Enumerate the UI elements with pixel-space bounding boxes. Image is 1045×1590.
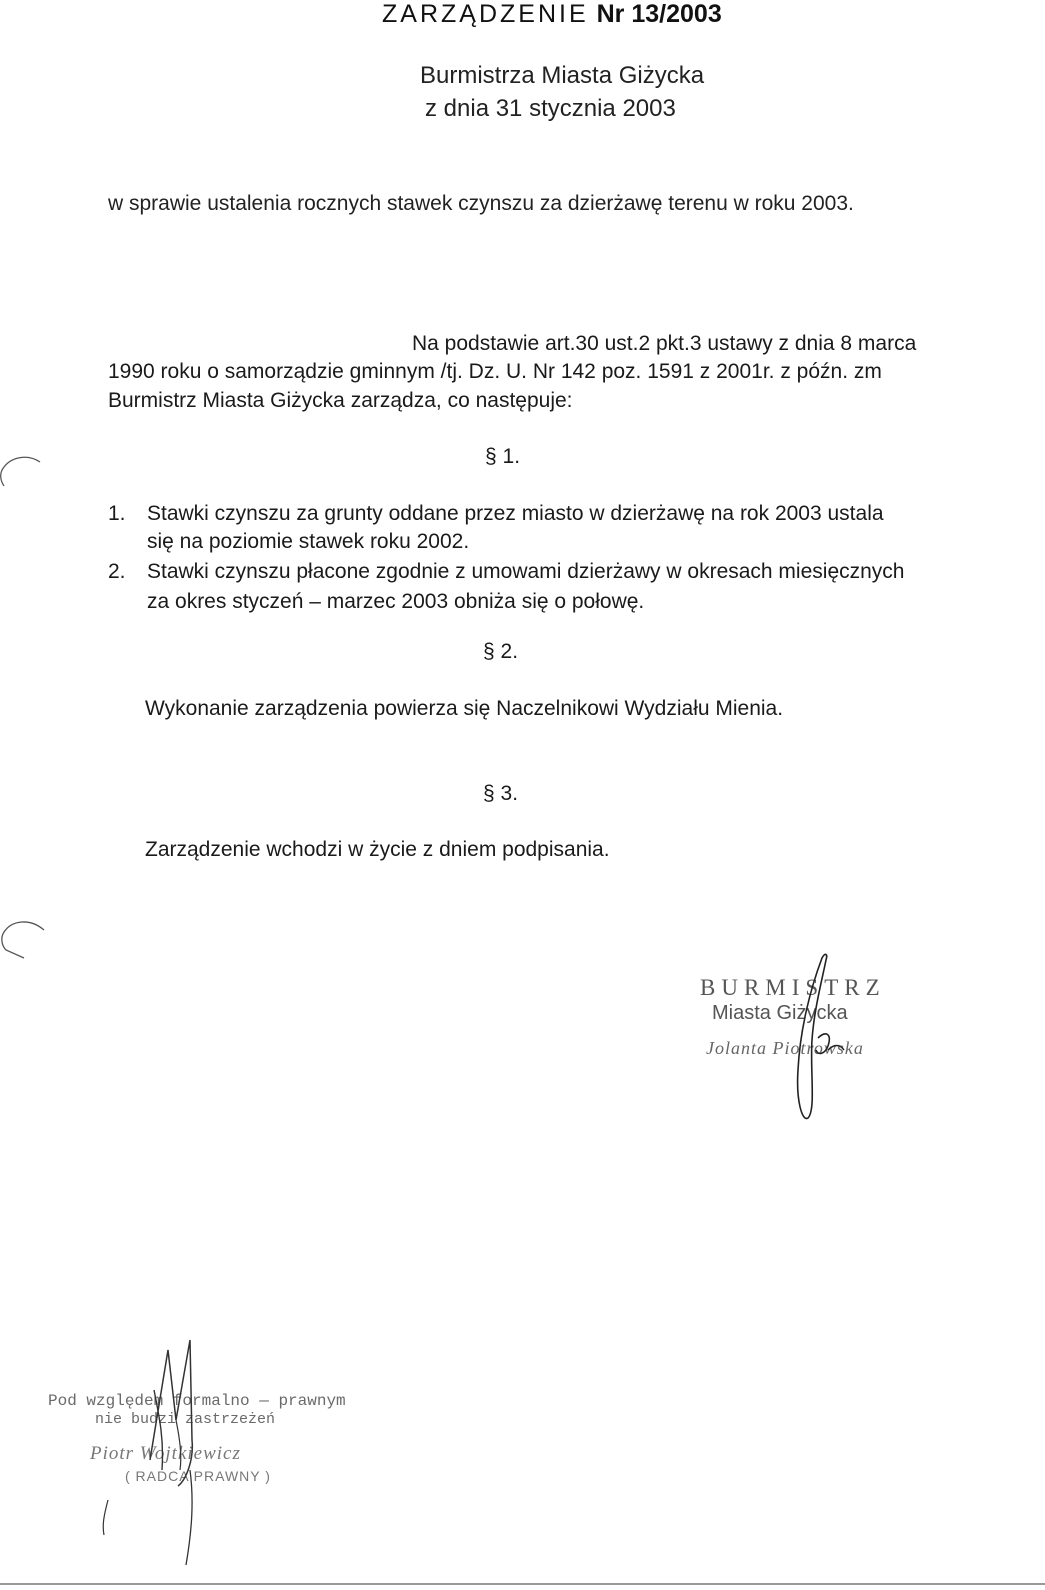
item-1-text-line-1: Stawki czynszu za grunty oddane przez miasto w dzierżawę na rok 2003 ustala	[147, 502, 884, 525]
legal-basis-line-3: Burmistrz Miasta Giżycka zarządza, co następuje:	[108, 389, 573, 412]
item-2-number: 2.	[108, 560, 126, 583]
document-date: z dnia 31 stycznia 2003	[425, 95, 676, 122]
item-1-text-line-2: się na poziomie stawek roku 2002.	[147, 530, 470, 553]
legal-basis-line-2: 1990 roku o samorządzie gminnym /tj. Dz. U. Nr 142 poz. 1591 z 2001r. z późn. zm	[108, 360, 882, 383]
legal-basis-line-1: Na podstawie art.30 ust.2 pkt.3 ustawy z dnia 8 marca	[412, 332, 917, 355]
mayor-signature	[770, 950, 860, 1130]
punch-hole-mark	[0, 450, 45, 490]
document-number: Nr 13/2003	[596, 0, 722, 28]
legal-stamp-line-1: Pod względem formalno — prawnym	[48, 1392, 346, 1410]
legal-stamp-name: Piotr Wojtkiewicz	[90, 1443, 241, 1464]
legal-stamp-role: ( RADCA PRAWNY )	[125, 1468, 271, 1484]
mayor-stamp-name: Jolanta Piotrowska	[706, 1038, 864, 1058]
issuer: Burmistrza Miasta Giżycka	[420, 62, 705, 89]
mayor-stamp-city: Miasta Giżycka	[712, 1002, 848, 1024]
section-1-heading: § 1.	[485, 445, 521, 468]
mayor-stamp-title: BURMISTRZ	[700, 975, 886, 1000]
execution-clause: Wykonanie zarządzenia powierza się Naczelnikowi Wydziału Mienia.	[145, 697, 784, 720]
legal-advisor-signature	[90, 1330, 240, 1570]
item-2-text-line-1: Stawki czynszu płacone zgodnie z umowami dzierżawy w okresach miesięcznych	[147, 560, 905, 583]
section-2-heading: § 2.	[483, 640, 519, 663]
document-title	[382, 0, 722, 29]
title-word: ZARZĄDZENIE	[382, 0, 589, 28]
effective-clause: Zarządzenie wchodzi w życie z dniem podpisania.	[145, 838, 610, 861]
punch-hole-mark	[0, 912, 45, 964]
legal-stamp-line-2: nie budzi zastrzeżeń	[95, 1411, 276, 1428]
section-3-heading: § 3.	[483, 782, 519, 805]
page-edge-line	[0, 1583, 1045, 1585]
subject-line: w sprawie ustalenia rocznych stawek czynszu za dzierżawę terenu w roku 2003.	[108, 192, 854, 215]
item-2-text-line-2: za okres styczeń – marzec 2003 obniża się o połowę.	[147, 590, 645, 613]
item-1-number: 1.	[108, 502, 126, 525]
